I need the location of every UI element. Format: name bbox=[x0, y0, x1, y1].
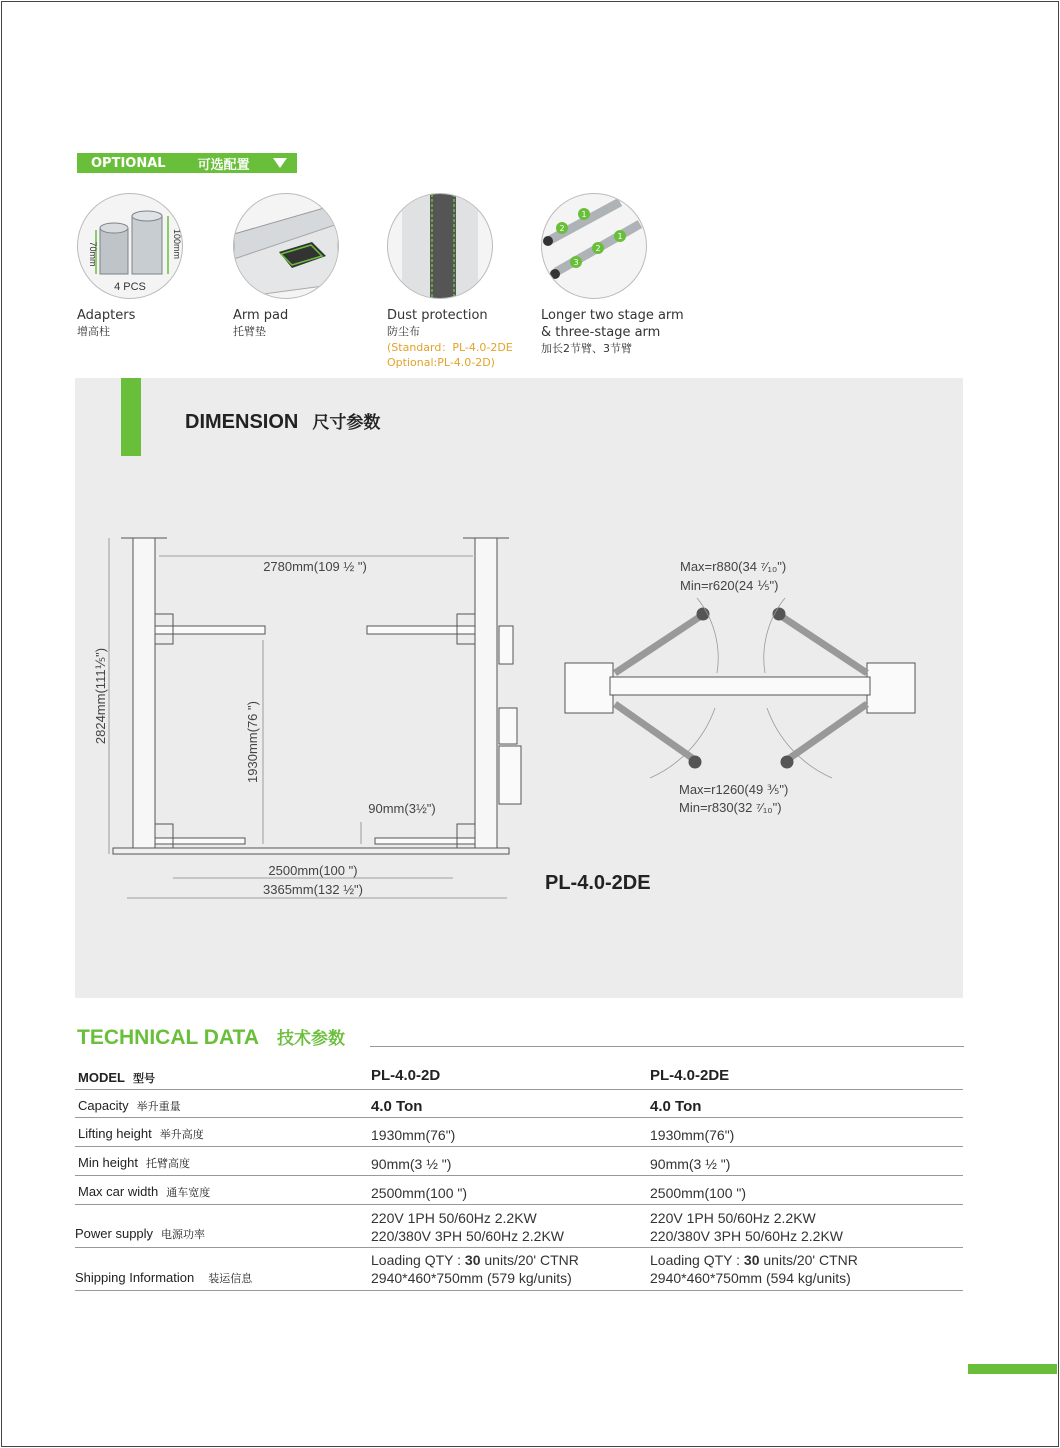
power-value-1 bbox=[371, 1209, 564, 1245]
row-label-en: Capacity bbox=[78, 1098, 129, 1113]
row-label-cn: 托臂高度 bbox=[145, 1158, 190, 1170]
dimension-title-cn: 尺寸参数 bbox=[312, 413, 381, 432]
dim-lifting-height: 1930mm(76 ") bbox=[245, 701, 260, 783]
front-view bbox=[113, 538, 521, 854]
capacity-value-1: 4.0 Ton bbox=[371, 1098, 423, 1115]
svg-text:1: 1 bbox=[617, 232, 623, 241]
power-value-2 bbox=[650, 1209, 843, 1245]
min-height-value-1: 90mm(3 ½ ") bbox=[371, 1156, 452, 1172]
technical-title-en: TECHNICAL DATA bbox=[77, 1026, 259, 1049]
optional-title: OPTIONAL bbox=[91, 155, 166, 171]
table-row-max-car-width bbox=[75, 1176, 963, 1205]
svg-text:3: 3 bbox=[573, 258, 579, 267]
svg-text:2: 2 bbox=[559, 224, 565, 233]
power-value-2-line-1: 220V 1PH 50/60Hz 2.2KW bbox=[650, 1210, 816, 1226]
shipping-value-2-line-2: 2940*460*750mm (594 kg/units) bbox=[650, 1270, 851, 1286]
loading-qty-number: 30 bbox=[743, 1252, 760, 1268]
dim-short-arm-max: Max=r880(34 ⁷⁄₁₀") bbox=[680, 559, 787, 574]
adapters-label: Adapters bbox=[77, 308, 136, 323]
row-label bbox=[78, 1098, 181, 1114]
arm-pad-image bbox=[233, 193, 339, 299]
row-label bbox=[78, 1155, 190, 1171]
shipping-value-1-line-2: 2940*460*750mm (579 kg/units) bbox=[371, 1270, 572, 1286]
technical-title bbox=[77, 1024, 345, 1050]
dust-protection-note-standard: (Standard：PL-4.0-2DE bbox=[387, 341, 513, 354]
power-value-1-line-1: 220V 1PH 50/60Hz 2.2KW bbox=[371, 1210, 537, 1226]
loading-qty-unit: units/20' CTNR bbox=[480, 1252, 579, 1268]
optional-item-arm-pad bbox=[233, 193, 339, 340]
table-row-capacity bbox=[75, 1090, 963, 1118]
optional-item-dust-protection bbox=[387, 193, 513, 370]
dim-short-arm-min: Min=r620(24 ⅕") bbox=[680, 578, 779, 593]
capacity-value-2: 4.0 Ton bbox=[650, 1098, 702, 1115]
dust-protection-image bbox=[387, 193, 493, 299]
dimension-model-label: PL-4.0-2DE bbox=[545, 872, 651, 894]
adapter-short-dim: 70mm bbox=[88, 241, 98, 267]
model-value-1: PL-4.0-2D bbox=[371, 1067, 441, 1084]
optional-item-longer-arm bbox=[541, 193, 684, 357]
row-label-cn: 型号 bbox=[132, 1073, 155, 1085]
dust-protection-label: Dust protection bbox=[387, 308, 488, 323]
shipping-value-2 bbox=[650, 1251, 858, 1287]
row-label bbox=[78, 1070, 155, 1086]
row-label-en: Lifting height bbox=[78, 1126, 152, 1141]
power-value-2-line-2: 220/380V 3PH 50/60Hz 2.2KW bbox=[650, 1228, 844, 1244]
arm-pad-label: Arm pad bbox=[233, 308, 289, 323]
table-row-lifting-height bbox=[75, 1118, 963, 1147]
longer-arm-image bbox=[541, 193, 647, 299]
loading-qty-number: 30 bbox=[464, 1252, 481, 1268]
row-label bbox=[78, 1184, 210, 1200]
min-height-value-2: 90mm(3 ½ ") bbox=[650, 1156, 731, 1172]
table-row-min-height bbox=[75, 1147, 963, 1176]
triangle-down-icon bbox=[273, 158, 287, 168]
dust-protection-note-optional: Optional:PL-4.0-2D) bbox=[387, 356, 495, 369]
longer-arm-label-cn: 加长2节臂、3节臂 bbox=[541, 342, 632, 355]
technical-title-rule bbox=[370, 1046, 964, 1047]
shipping-value-1-line-1 bbox=[371, 1251, 579, 1269]
loading-qty-label: Loading QTY : bbox=[371, 1252, 465, 1268]
row-label-cn: 通车宽度 bbox=[166, 1187, 211, 1199]
optional-item-adapters bbox=[77, 193, 183, 340]
optional-title-cn: 可选配置 bbox=[197, 157, 250, 173]
technical-title-cn: 技术参数 bbox=[277, 1029, 345, 1048]
row-label bbox=[75, 1270, 252, 1286]
row-label bbox=[75, 1226, 205, 1242]
row-label-cn: 举升高度 bbox=[159, 1129, 204, 1141]
dimension-panel bbox=[75, 378, 963, 998]
row-label-en: Max car width bbox=[78, 1184, 159, 1199]
dim-drive-width: 2500mm(100 ") bbox=[268, 863, 358, 878]
arm-pad-label-cn: 托臂垫 bbox=[233, 325, 266, 338]
adapter-tall-dim: 100mm bbox=[172, 228, 182, 260]
row-label-en: MODEL bbox=[78, 1070, 125, 1085]
longer-arm-label: Longer two stage arm bbox=[541, 308, 684, 323]
adapter-qty: 4 PCS bbox=[114, 281, 146, 293]
dim-overall-width: 3365mm(132 ½") bbox=[263, 882, 363, 897]
svg-text:1: 1 bbox=[581, 210, 587, 219]
row-label-cn: 举升重量 bbox=[136, 1101, 181, 1113]
adapters-label-cn: 增高柱 bbox=[77, 325, 110, 338]
dust-protection-label-cn: 防尘布 bbox=[387, 325, 420, 338]
table-row-model bbox=[75, 1062, 963, 1090]
power-value-1-line-2: 220/380V 3PH 50/60Hz 2.2KW bbox=[371, 1228, 565, 1244]
row-label-en: Min height bbox=[78, 1155, 138, 1170]
row-label-en: Power supply bbox=[75, 1226, 154, 1241]
lifting-height-value-1: 1930mm(76") bbox=[371, 1127, 456, 1143]
dimension-diagram bbox=[75, 378, 963, 998]
row-label bbox=[78, 1126, 204, 1142]
table-row-shipping bbox=[75, 1248, 963, 1291]
row-label-cn: 电源功率 bbox=[161, 1229, 206, 1241]
model-value-2: PL-4.0-2DE bbox=[650, 1067, 730, 1084]
longer-arm-label-2: & three-stage arm bbox=[541, 325, 661, 340]
dim-min-height: 90mm(3½") bbox=[368, 801, 436, 816]
svg-text:2: 2 bbox=[595, 244, 601, 253]
top-view bbox=[565, 608, 915, 768]
table-row-power-supply bbox=[75, 1205, 963, 1248]
dim-width-between-columns: 2780mm(109 ½ ") bbox=[263, 559, 367, 574]
dim-long-arm-min: Min=r830(32 ⁷⁄₁₀") bbox=[679, 800, 782, 815]
loading-qty-unit: units/20' CTNR bbox=[759, 1252, 858, 1268]
footer-accent-bar bbox=[968, 1364, 1057, 1374]
row-label-en: Shipping Information bbox=[75, 1270, 195, 1285]
shipping-value-2-line-1 bbox=[650, 1251, 858, 1269]
dimension-title-en: DIMENSION bbox=[185, 411, 299, 433]
adapters-image bbox=[77, 193, 183, 299]
row-label-cn: 装运信息 bbox=[208, 1273, 253, 1285]
dim-overall-height: 2824mm(111⅕") bbox=[93, 647, 108, 745]
car-width-value-1: 2500mm(100 ") bbox=[371, 1185, 468, 1201]
lifting-height-value-2: 1930mm(76") bbox=[650, 1127, 735, 1143]
shipping-value-1 bbox=[371, 1251, 579, 1287]
car-width-value-2: 2500mm(100 ") bbox=[650, 1185, 747, 1201]
optional-banner bbox=[77, 153, 297, 173]
dim-long-arm-max: Max=r1260(49 ⅗") bbox=[679, 782, 789, 797]
loading-qty-label: Loading QTY : bbox=[650, 1252, 744, 1268]
